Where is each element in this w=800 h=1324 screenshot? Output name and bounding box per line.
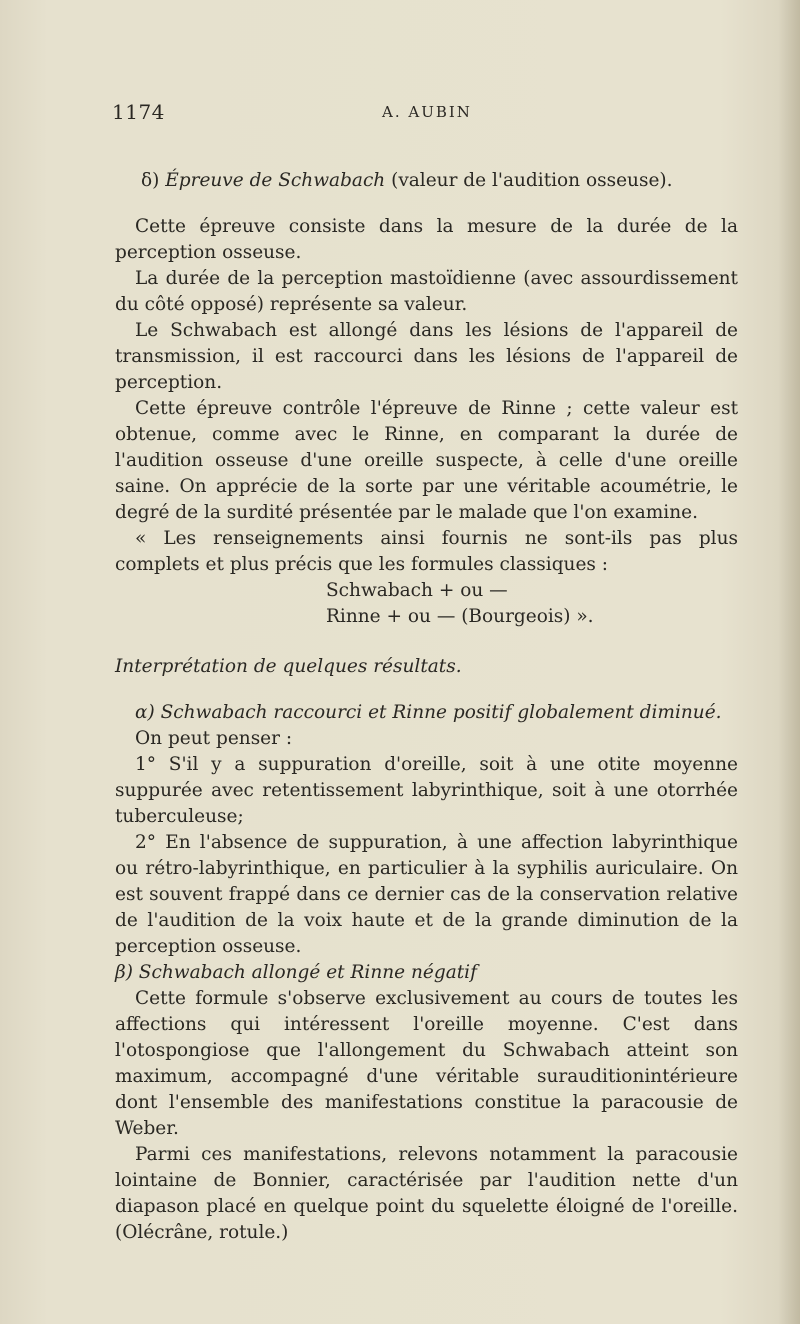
- paragraph: Cette épreuve consiste dans la mesure de la durée de la perception osseuse.: [115, 216, 738, 263]
- formula-line: Rinne + ou — (Bourgeois) ».: [326, 606, 594, 627]
- paragraph: Cette épreuve contrôle l'épreuve de Rinne ; cette valeur est obtenue, comme avec le Rinne, en comparant la durée de l'audition osseuse d'une oreille suspecte, à celle d'une oreille saine. On apprécie de la sorte par une véritable acoumétrie, le degré de la surdité présentée par le malade que l'on examine.: [115, 398, 738, 523]
- section-title: Interprétation de quelques résultats.: [115, 656, 462, 677]
- paragraph: On peut penser :: [135, 728, 293, 749]
- paragraph: La durée de la perception mastoïdienne (avec assourdissement du côté opposé) représente sa valeur.: [115, 268, 738, 315]
- paragraph: Cette formule s'observe exclusivement au cours de toutes les affections qui intéressent l'oreille moyenne. C'est dans l'otospongiose que l'allongement du Schwabach atteint son maximum, accompagné d'une véritable surauditionintérieure dont l'ensemble des manifestations constitue la paracousie de Weber.: [115, 988, 738, 1139]
- running-head: [112, 100, 742, 126]
- beta-heading: β) Schwabach allongé et Rinne négatif: [115, 962, 477, 983]
- paragraph: « Les renseignements ainsi fournis ne sont-ils pas plus complets et plus précis que les formules classiques :: [115, 528, 738, 575]
- paragraph: Le Schwabach est allongé dans les lésions de l'appareil de transmission, il est raccourci dans les lésions de l'appareil de perception.: [115, 320, 738, 393]
- section-heading-delta: [115, 168, 738, 194]
- author-name: A. AUBIN: [382, 103, 472, 121]
- delta-label: δ): [141, 170, 160, 191]
- page-number: 1174: [112, 100, 165, 124]
- body-text: [115, 168, 738, 1246]
- delta-title-rest: (valeur de l'audition osseuse).: [391, 170, 673, 191]
- paragraph: 2° En l'absence de suppuration, à une affection labyrinthique ou rétro-labyrinthique, en particulier à la syphilis auriculaire. On est souvent frappé dans ce dernier cas de la conservation relative de l'audition de la voix haute et de la grande diminution de la perception osseuse.: [115, 832, 738, 957]
- alpha-heading: α) Schwabach raccourci et Rinne positif globalement diminué.: [135, 702, 722, 723]
- delta-title: Épreuve de Schwabach: [165, 170, 386, 191]
- paragraph: Parmi ces manifestations, relevons notamment la paracousie lointaine de Bonnier, caractérisée par l'audition nette d'un diapason placé en quelque point du squelette éloigné de l'oreille. (Olécrâne, rotule.): [115, 1144, 738, 1243]
- paragraph: 1° S'il y a suppuration d'oreille, soit à une otite moyenne suppurée avec retentissement labyrinthique, soit à une otorrhée tuberculeuse;: [115, 754, 738, 827]
- page-edge-shadow: [778, 0, 800, 1324]
- formula-line: Schwabach + ou —: [326, 580, 508, 601]
